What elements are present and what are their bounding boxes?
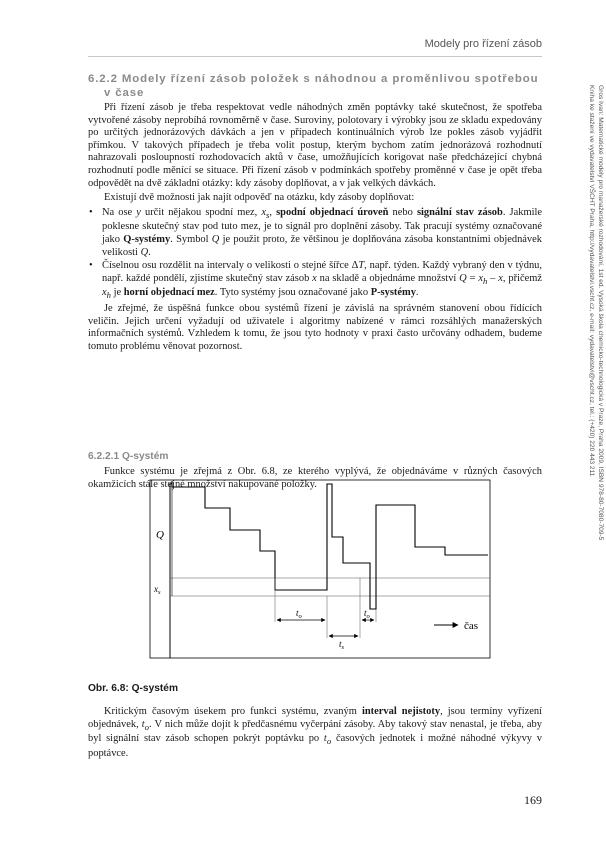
after-figure-body (88, 706, 542, 761)
paragraph-q-system: Funkce systému je zřejmá z Obr. 6.8, ze kterého vyplývá, že objednáváme v různých časových okamžicích stále stejné množství nakupované položky. (88, 466, 542, 490)
paragraph-conclusion: Je zřejmé, že úspěšná funkce obou systémů řízení je závislá na správném stanovení obou řídících veličin. Jejich určení vyžadují od uživatele i algoritmy nabízené v rámci rozsáhlých manažerských informačních systémů. Vzhledem k tomu, že jsou tyto hodnoty v praxi často určovány odhadem, budeme tomuto problému věnovat pozornost. (88, 303, 542, 352)
label-ts: $t_s$ (339, 639, 345, 651)
inventory-level-line (172, 481, 488, 609)
paragraph-uncertainty: Kritickým časovým úsekem pro funkci systému, zvaným interval nejistoty, jsou termíny vyřízení objednávek, $t_o$. V nich může dojít k předčasnému vyčerpání zásoby. Aby takový stav nenastal, je třeba, aby byl signální stav zásob schopen pokrýt poptávku po $t_o$ časových jednotek i možné náhodné výkyvy v poptávce. (88, 706, 543, 759)
label-to-2: $t_o$ (364, 608, 370, 620)
section-body (88, 102, 542, 354)
section-heading-line2: v čase (104, 87, 145, 99)
figure-frame (150, 480, 490, 658)
page-number: 169 (524, 793, 542, 807)
label-time: čas (464, 620, 479, 632)
bullet-icon: • (89, 260, 93, 272)
header-rule (88, 56, 542, 57)
paragraph-possibilities: Existují dvě možnosti jak najít odpověď na otázku, kdy zásoby doplňovat: (104, 192, 415, 204)
subsection-heading: 6.2.2.1 Q-systém (88, 451, 169, 462)
label-to-1: $t_o$ (296, 608, 302, 620)
bullet-list (88, 207, 542, 302)
side-copyright-note (578, 85, 606, 595)
bullet-icon: • (89, 206, 93, 218)
figure-caption: Obr. 6.8: Q-systém (88, 683, 179, 694)
section-heading-line1: 6.2.2 Modely řízení zásob položek s náhodnou a proměnlivou spotřebou (88, 73, 539, 85)
section-heading (88, 72, 542, 100)
q-system-figure (150, 480, 500, 670)
bullet-q-system: • Na ose y určit nějakou spodní mez, $x_s$, spodní objednací úroveň nebo signální stav zásob. Jakmile poklesne skutečný stav pod tuto mez, je to signál pro doplnění zásoby. Tak pracují systémy označované jako Q-systémy. Symbol Q je použit proto, že většinou je doplňována zásoba konstantními objednávek velikosti Q. (89, 206, 543, 258)
label-Q: Q (156, 529, 164, 541)
bullet-p-system: • Číselnou osu rozdělit na intervaly o velikosti o stejné šířce ΔT, např. týden. Každý vybraný den v týdnu, např. každé pondělí, zjistíme skutečný stav zásob x na skladě a objednáme množství $Q = x_h - x$, přičemž $x_h$ je horní objednací mez. Tyto systémy jsou označované jako P-systémy. (89, 260, 542, 301)
side-note-line1: Gros Ivan: Matematické modely pro manažerské rozhodování, 1st ed. Vysoká škola chemicko-technologická v Praze, Praha 2009, ISBN 978-80-7080-709-5 (597, 85, 604, 541)
paragraph-intro: Při řízení zásob je třeba respektovat vedle náhodných změn poptávky také skutečnost, že spotřeba vytvořené zásoby neprobíhá rovnoměrně v čase. Suroviny, polotovary i výrobky jsou ze skladu expedovány po určitých jednorázových dávkách a jen v případech kontinuálních výrob lze pokles zásob vyjádřit přímkou. V takových případech je třeba volit postup, kterým bychom zatím jednorázová rozhodnutí nahrazovali posloupností rozhodovacích aktů v čase, umožňujících korigovat naše předcházející chybná rozhodnutí podle měnící se situace. Při řízení zásob v podmínkách spotřeby proměnné v čase je opět třeba odpovědět na dvě základní otázky: kdy zásoby doplňovat, a v jak velkých dávkách. (88, 102, 542, 189)
running-head: Modely pro řízení zásob (424, 38, 542, 50)
side-note-line2: Kniha ke stažení ve vydavatelství VŠCHT Praha, http://vydavatelstvi.vscht.cz, e-mail: vydavatelstvi@vscht.cz, tel.: (+420) 220 443 211 (588, 85, 596, 477)
label-xs: $x_s$ (154, 584, 161, 596)
